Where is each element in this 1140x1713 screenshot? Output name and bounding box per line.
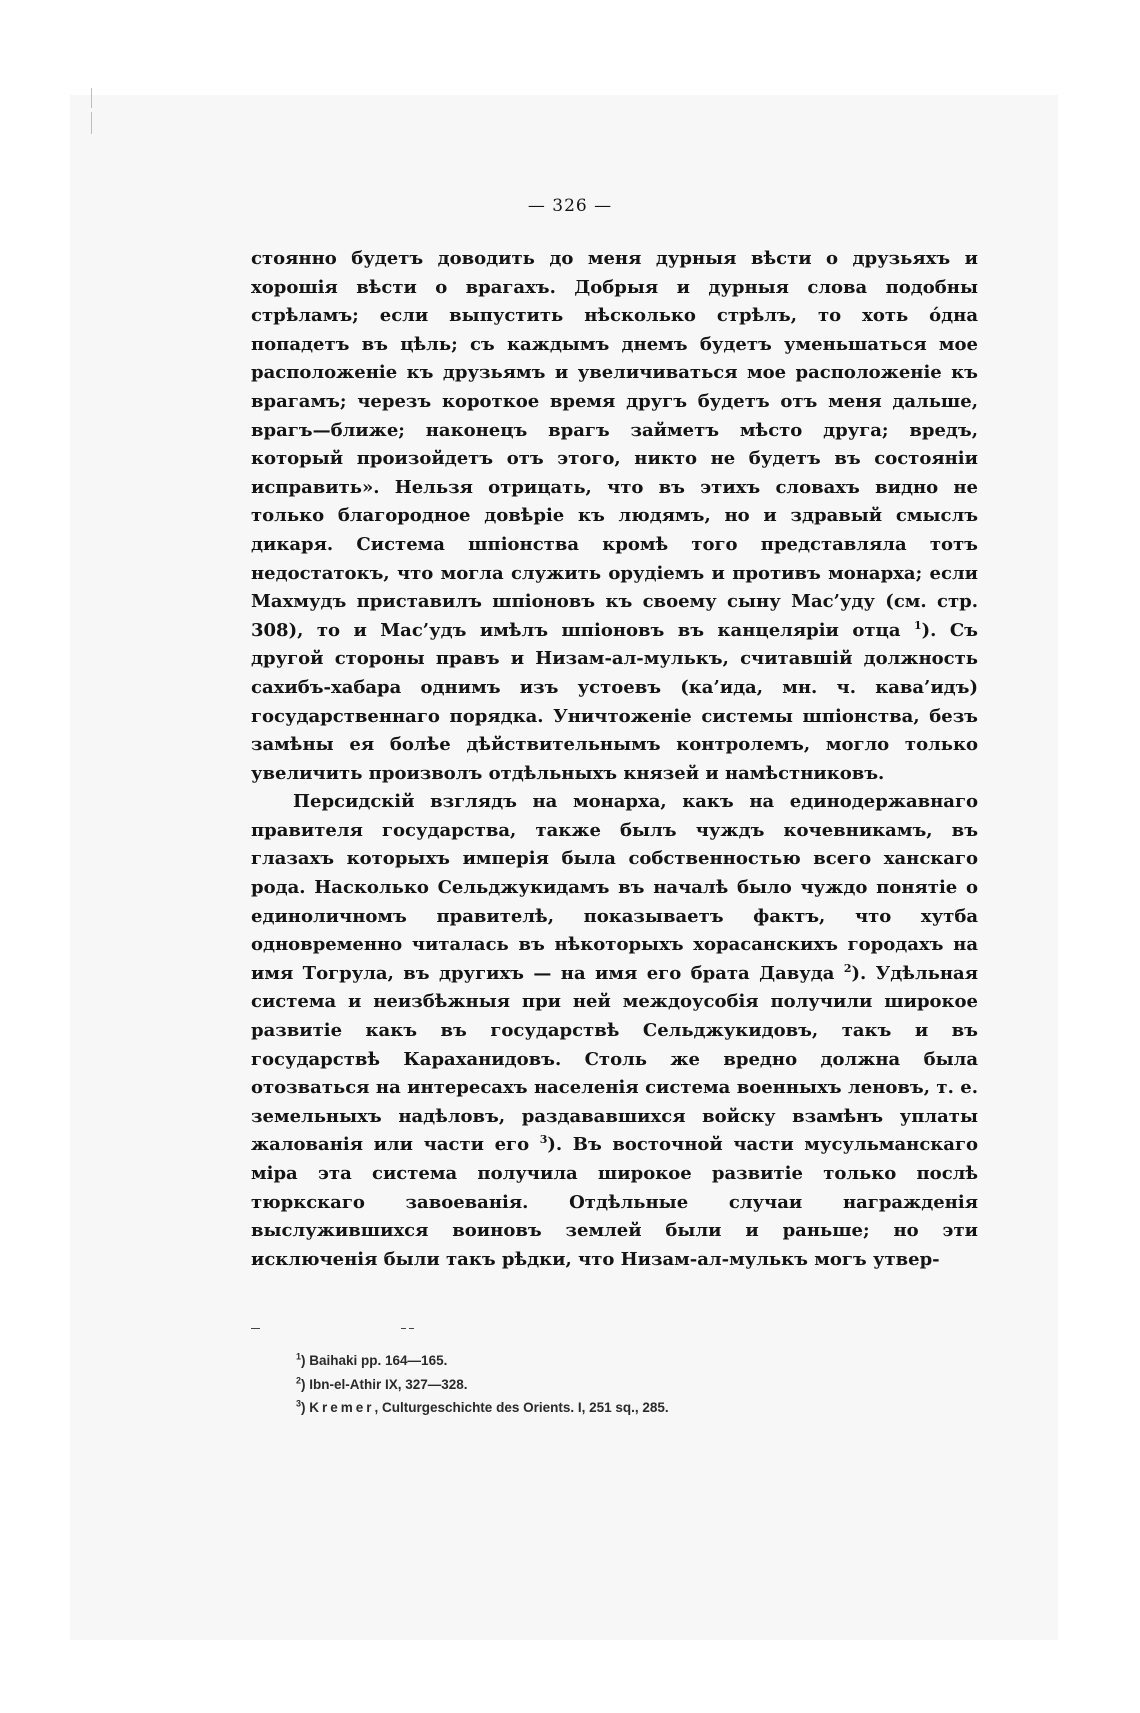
footnote-ref: 2	[843, 961, 852, 975]
main-text	[251, 245, 978, 1274]
text-segment: стоянно будетъ доводить до меня дурныя вѣсти о друзьяхъ и хорошія вѣсти о врагахъ. Добрыя и дурныя слова подобны стрѣламъ; если выпустить нѣсколько стрѣлъ, то хоть о́дна попадетъ въ цѣль; съ каждымъ днемъ будетъ уменьшаться мое расположеніе къ друзьямъ и увеличиваться мое расположеніе къ врагамъ; черезъ короткое время другъ будетъ отъ меня дальше, врагъ—ближе; наконецъ врагъ займетъ мѣсто друга; вредъ, который произойдетъ отъ этого, никто не будетъ въ состояніи исправить». Нельзя отрицать, что въ этихъ словахъ видно не только благородное довѣріе къ людямъ, но и здравый смыслъ дикаря. Система шпіонства кромѣ того представляла тотъ недостатокъ, что могла служить орудіемъ и противъ монарха; если Махмудъ приставилъ шпіоновъ къ своему сыну Мас’уду (см. стр. 308), то и Мас’удъ имѣлъ шпіоновъ въ канцеляріи отца	[251, 248, 978, 641]
footnote-text: , Culturgeschichte des Orients. I, 251 sq., 285.	[374, 1400, 669, 1415]
footnote: $^2$) Ibn-el-Athir IX, 327—328.	[296, 1375, 468, 1392]
footnote-author: Kremer	[309, 1400, 375, 1415]
footnote: $^3$) Kremer, Culturgeschichte des Orients. I, 251 sq., 285.	[296, 1398, 669, 1415]
footnote-mark: 3	[296, 1398, 302, 1409]
page-number: — 326 —	[527, 196, 613, 216]
text-segment: ). Въ восточной части мусульманскаго міра эта система получила широкое развитіе только послѣ тюркскаго завоеванія. Отдѣльные случаи награжденія выслужившихся воиновъ землей были и раньше; но эти исключенія были такъ рѣдки, что Низам-ал-мулькъ могъ утвер-	[251, 1134, 978, 1270]
binding-mark	[91, 88, 92, 108]
footnote-mark: 1	[296, 1351, 302, 1362]
footnote-text: Baihaki pp. 164—165.	[309, 1353, 448, 1368]
footnote-text: Ibn-el-Athir IX, 327—328.	[309, 1376, 468, 1392]
binding-mark	[91, 112, 92, 134]
footnote-ref: 1	[913, 618, 922, 632]
footnote-mark: 2	[296, 1375, 302, 1385]
paragraph	[251, 245, 978, 788]
footnote: $^1$) Baihaki pp. 164—165.	[296, 1351, 448, 1368]
footnotes	[296, 1349, 669, 1420]
text-segment: ). Съ другой стороны правъ и Низам-ал-мулькъ, считавшій должность сахибъ-хабара однимъ изъ устоевъ (ка’ида, мн. ч. кава’идъ) государственнаго порядка. Уничтоженіе системы шпіонства, безъ замѣны ея болѣе дѣйствительнымъ контролемъ, могло только увеличить произволъ отдѣльныхъ князей и намѣстниковъ.	[251, 619, 978, 784]
text-segment: Персидскій взглядъ на монарха, какъ на единодержавнаго правителя государства, также былъ чуждъ кочевникамъ, въ глазахъ которыхъ имперія была собственностью всего ханскаго рода. Насколько Сельджукидамъ въ началѣ было чуждо понятіе о единоличномъ правителѣ, показываетъ фактъ, что хутба одновременно читалась въ нѣкоторыхъ хорасанскихъ городахъ на имя Тогрула, въ другихъ — на имя его брата Давуда	[251, 791, 978, 984]
text-segment: ). Удѣльная система и неизбѣжныя при ней междоусобія получили широкое развитіе какъ въ государствѣ Сельджукидовъ, такъ и въ государствѣ Караханидовъ. Столь же вредно должна была отозваться на интересахъ населенія система военныхъ леновъ, т. е. земельныхъ надѣловъ, раздававшихся войску взамѣнъ уплаты жалованія или части его	[251, 962, 978, 1156]
paragraph	[251, 788, 978, 1274]
footnote-separator	[251, 1328, 414, 1329]
footnote-ref: 3	[539, 1133, 548, 1147]
